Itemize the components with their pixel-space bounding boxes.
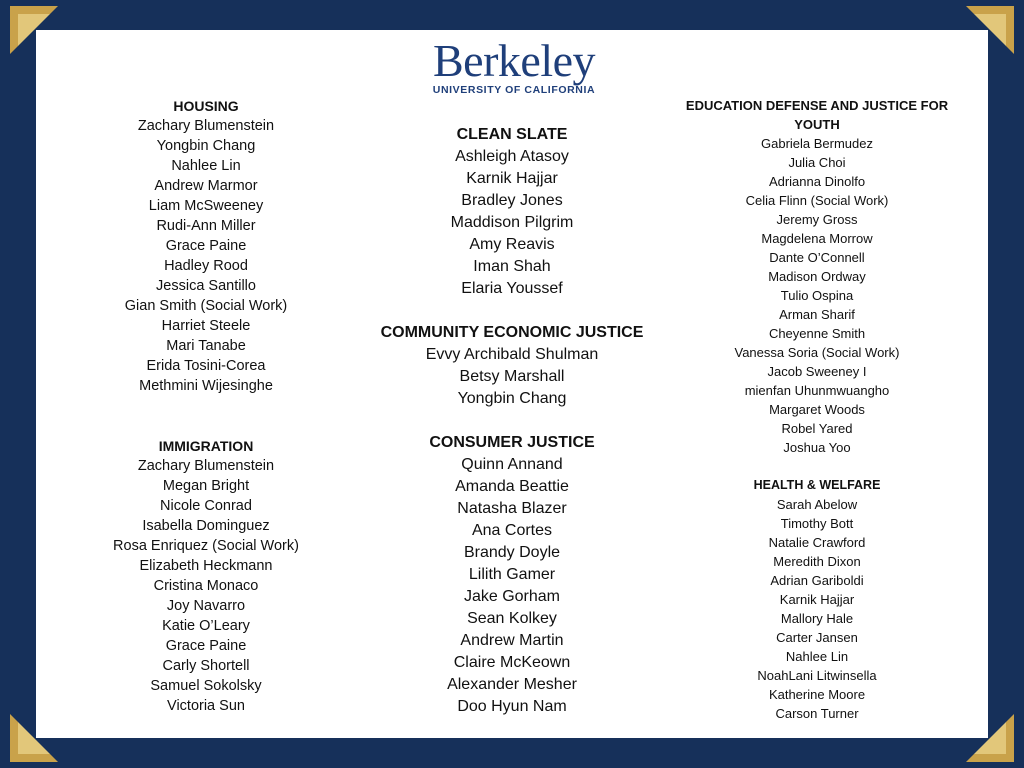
logo-subtitle: UNIVERSITY OF CALIFORNIA bbox=[432, 84, 596, 96]
student-name: Maddison Pilgrim bbox=[450, 214, 574, 231]
student-name: Dante O’Connell bbox=[769, 250, 865, 265]
student-name: Elaria Youssef bbox=[461, 280, 563, 297]
student-name: Carter Jansen bbox=[776, 630, 858, 645]
practice-section bbox=[372, 322, 652, 410]
section-heading bbox=[372, 432, 652, 454]
student-name: Alexander Mesher bbox=[447, 676, 577, 693]
student-name: Natasha Blazer bbox=[457, 500, 567, 517]
student-name: Megan Bright bbox=[162, 478, 250, 494]
student-name: Yongbin Chang bbox=[156, 138, 256, 154]
student-name: Mallory Hale bbox=[780, 611, 854, 626]
student-name: Quinn Annand bbox=[461, 456, 563, 473]
student-name: Zachary Blumenstein bbox=[137, 458, 275, 474]
student-name: Magdelena Morrow bbox=[761, 231, 873, 246]
section-heading bbox=[680, 476, 954, 495]
student-name: Lilith Gamer bbox=[468, 566, 556, 583]
student-name: Iman Shah bbox=[473, 258, 551, 275]
left-column bbox=[90, 96, 322, 716]
section-heading-text: COMMUNITY ECONOMIC JUSTICE bbox=[380, 324, 644, 341]
student-name: Cristina Monaco bbox=[153, 578, 259, 594]
student-name: Adrianna Dinolfo bbox=[768, 174, 866, 189]
student-name: Arman Sharif bbox=[779, 307, 855, 322]
student-name: Natalie Crawford bbox=[768, 535, 866, 550]
student-name: Gian Smith (Social Work) bbox=[124, 298, 288, 314]
student-name: Zachary Blumenstein bbox=[137, 118, 275, 134]
student-name: Sarah Abelow bbox=[776, 497, 858, 512]
student-name: Karnik Hajjar bbox=[466, 170, 558, 187]
student-name: Liam McSweeney bbox=[148, 198, 264, 214]
student-name: Joy Navarro bbox=[166, 598, 246, 614]
student-name: Yongbin Chang bbox=[457, 390, 567, 407]
student-name: Andrew Martin bbox=[460, 632, 564, 649]
student-name: Margaret Woods bbox=[769, 402, 865, 417]
student-name: Tulio Ospina bbox=[780, 288, 854, 303]
logo-wordmark: Berkeley bbox=[432, 35, 596, 86]
section-heading bbox=[90, 96, 322, 116]
student-name: Amanda Beattie bbox=[455, 478, 569, 495]
student-name: Elizabeth Heckmann bbox=[139, 558, 273, 574]
student-name: Joshua Yoo bbox=[783, 440, 851, 455]
student-name: Methmini Wijesinghe bbox=[139, 378, 273, 394]
berkeley-logo bbox=[416, 35, 612, 96]
student-name: Hadley Rood bbox=[164, 258, 248, 274]
student-name: Ashleigh Atasoy bbox=[455, 148, 569, 165]
student-name: Bradley Jones bbox=[461, 192, 563, 209]
student-name: Adrian Gariboldi bbox=[770, 573, 864, 588]
student-name: Doo Hyun Nam bbox=[457, 698, 567, 715]
student-name: Evvy Archibald Shulman bbox=[425, 346, 599, 363]
right-column bbox=[680, 96, 954, 723]
student-name: Betsy Marshall bbox=[459, 368, 565, 385]
student-name: Carly Shortell bbox=[162, 658, 250, 674]
student-name: Robel Yared bbox=[781, 421, 853, 436]
student-name: Rudi-Ann Miller bbox=[156, 218, 256, 234]
section-heading-text: HEALTH & WELFARE bbox=[753, 478, 881, 492]
student-name: Vanessa Soria (Social Work) bbox=[734, 345, 900, 360]
student-name: Jessica Santillo bbox=[156, 278, 256, 294]
student-name: Madison Ordway bbox=[768, 269, 866, 284]
section-heading-text: HOUSING bbox=[173, 98, 239, 114]
student-name: Sean Kolkey bbox=[467, 610, 557, 627]
student-name: Nahlee Lin bbox=[171, 158, 241, 174]
student-name: Katie O’Leary bbox=[162, 618, 250, 634]
student-name: Brandy Doyle bbox=[463, 544, 561, 561]
student-name: Amy Reavis bbox=[469, 236, 555, 253]
student-name: Katherine Moore bbox=[768, 687, 866, 702]
student-name: Victoria Sun bbox=[167, 698, 245, 714]
section-heading-line: EDUCATION DEFENSE AND JUSTICE FOR bbox=[685, 98, 949, 113]
student-name: Erida Tosini-Corea bbox=[146, 358, 266, 374]
student-name: Samuel Sokolsky bbox=[150, 678, 262, 694]
practice-section bbox=[372, 124, 652, 300]
student-name: Carson Turner bbox=[775, 706, 859, 721]
student-name: Ana Cortes bbox=[471, 522, 553, 539]
student-name: Gabriela Bermudez bbox=[761, 136, 873, 151]
student-name: Mari Tanabe bbox=[166, 338, 246, 354]
student-name: Celia Flinn (Social Work) bbox=[745, 193, 889, 208]
middle-column bbox=[372, 124, 652, 718]
section-heading bbox=[90, 436, 322, 456]
student-name: Rosa Enriquez (Social Work) bbox=[113, 538, 299, 554]
section-heading-text: CLEAN SLATE bbox=[456, 126, 568, 143]
student-name: Isabella Dominguez bbox=[142, 518, 270, 534]
practice-section bbox=[90, 436, 322, 716]
student-name: Harriet Steele bbox=[161, 318, 251, 334]
student-name: Meredith Dixon bbox=[773, 554, 861, 569]
student-name: Jacob Sweeney I bbox=[767, 364, 867, 379]
section-heading-line: YOUTH bbox=[794, 117, 840, 132]
student-name: mienfan Uhunmwuangho bbox=[744, 383, 890, 398]
section-heading bbox=[372, 124, 652, 146]
student-name: Julia Choi bbox=[788, 155, 846, 170]
student-name: NoahLani Litwinsella bbox=[757, 668, 877, 683]
practice-section bbox=[90, 96, 322, 396]
student-name: Grace Paine bbox=[165, 238, 247, 254]
section-heading bbox=[680, 96, 954, 134]
practice-section bbox=[680, 96, 954, 457]
student-name: Cheyenne Smith bbox=[768, 326, 866, 341]
student-name: Nicole Conrad bbox=[160, 498, 252, 514]
student-name: Grace Paine bbox=[165, 638, 247, 654]
student-name: Claire McKeown bbox=[453, 654, 571, 671]
practice-section bbox=[680, 476, 954, 723]
student-name: Timothy Bott bbox=[780, 516, 854, 531]
section-heading-text: CONSUMER JUSTICE bbox=[429, 434, 595, 451]
section-heading-text: IMMIGRATION bbox=[158, 438, 254, 454]
student-name: Jeremy Gross bbox=[776, 212, 858, 227]
practice-section bbox=[372, 432, 652, 718]
section-heading bbox=[372, 322, 652, 344]
student-name: Jake Gorham bbox=[463, 588, 561, 605]
student-name: Nahlee Lin bbox=[785, 649, 849, 664]
student-name: Andrew Marmor bbox=[154, 178, 258, 194]
student-name: Karnik Hajjar bbox=[779, 592, 855, 607]
